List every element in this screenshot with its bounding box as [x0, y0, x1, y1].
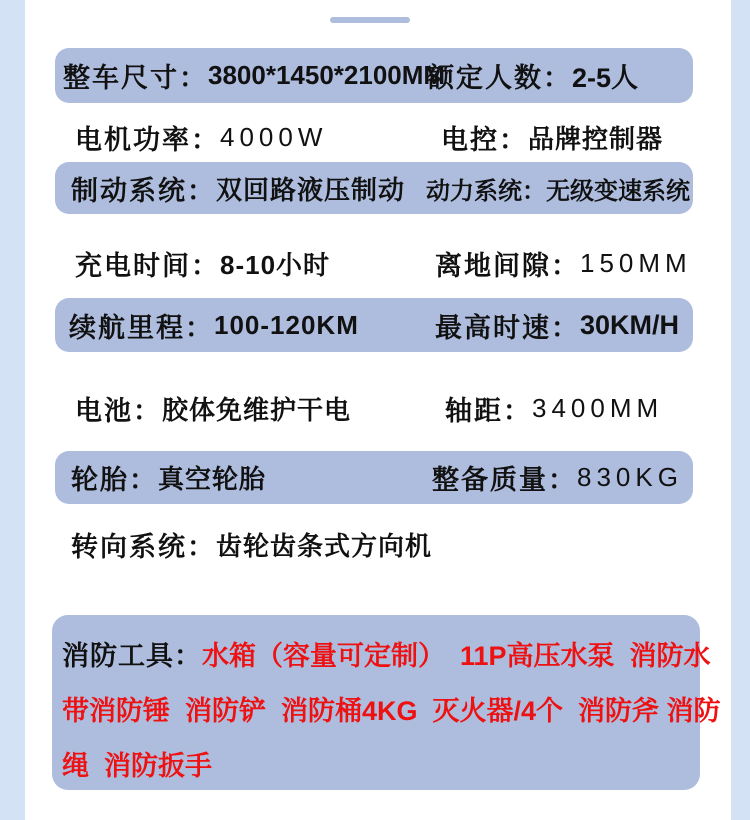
- range-label: 续航里程：: [69, 312, 214, 343]
- fire-tools-line-2: [62, 684, 721, 739]
- fire-tools-box: [52, 615, 721, 790]
- vehicle-size-label: 整车尺寸：: [63, 63, 208, 93]
- row-vehicle-size: [55, 48, 693, 103]
- motor-power-label: 电机功率：: [75, 124, 220, 155]
- battery-value: 胶体免维护干电: [162, 394, 352, 425]
- row-battery: [55, 381, 693, 435]
- tires-value: 真空轮胎: [158, 464, 267, 494]
- steering-label: 转向系统：: [71, 531, 216, 562]
- ground-clearance-label: 离地间隙：: [435, 250, 580, 281]
- brake-system-value: 双回路液压制动: [216, 174, 406, 205]
- fire-tools-items-2: 带消防锤 消防铲 消防桶4KG 灭火器/4个 消防斧 消防: [62, 696, 721, 726]
- ground-clearance-value: 150MM: [580, 247, 692, 278]
- fire-tools-line-1: [62, 629, 711, 684]
- fire-tools-label: 消防工具：: [62, 641, 202, 671]
- rated-persons-value: 2-5人: [572, 63, 639, 93]
- row-range: [55, 298, 693, 352]
- fire-tools-items-1: 水箱（容量可定制） 11P高压水泵 消防水: [202, 641, 711, 671]
- vehicle-size-value: 3800*1450*2100MM: [208, 60, 446, 90]
- charge-time-value: 8-10小时: [220, 249, 331, 280]
- curb-weight-value: 830KG: [577, 462, 683, 492]
- max-speed-label: 最高时速：: [435, 312, 580, 343]
- controller-label: 电控：: [441, 124, 528, 155]
- wheelbase-label: 轴距：: [445, 395, 532, 426]
- battery-label: 电池：: [75, 395, 162, 426]
- fire-tools-items-3: 绳 消防扳手: [62, 751, 213, 781]
- row-brake-system: [55, 162, 693, 214]
- power-system-label: 动力系统：: [426, 177, 546, 205]
- rated-persons-label: 额定人数：: [427, 63, 572, 93]
- brake-system-label: 制动系统：: [71, 175, 216, 206]
- range-value: 100-120KM: [214, 309, 359, 340]
- power-system-value: 无级变速系统: [546, 177, 690, 205]
- top-divider-dash: [330, 17, 410, 23]
- row-tires: [55, 451, 693, 504]
- row-steering: [55, 517, 693, 571]
- tires-label: 轮胎：: [71, 465, 158, 495]
- charge-time-label: 充电时间：: [75, 250, 220, 281]
- wheelbase-value: 3400MM: [532, 392, 664, 423]
- row-charge-time: [55, 236, 693, 290]
- controller-value: 品牌控制器: [528, 123, 664, 154]
- fire-tools-line-3: [62, 739, 700, 794]
- steering-value: 齿轮齿条式方向机: [216, 530, 433, 561]
- row-motor-power: [55, 110, 693, 164]
- curb-weight-label: 整备质量：: [432, 465, 577, 495]
- motor-power-value: 4000W: [220, 121, 328, 152]
- max-speed-value: 30KM/H: [580, 309, 680, 340]
